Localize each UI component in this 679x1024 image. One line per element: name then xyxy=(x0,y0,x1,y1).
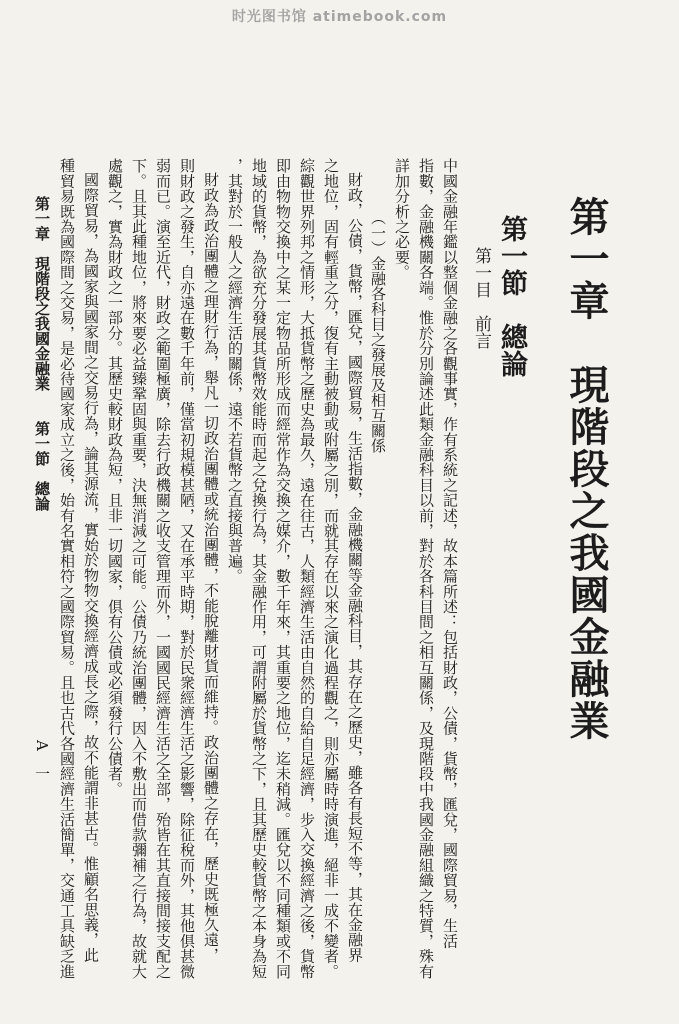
body-column: 下。且其此種地位，將來要必益臻鞏固與重要，決無消減之可能。公債乃統治團體，因入不敷出而借款彌補之行為，故就大 xyxy=(130,158,148,979)
body-column: 弱而已。演至近代，財政之範圍極廣，除去行政機關之收支管理而外，一國國民經濟生活之全部，殆皆在其直接間接支配之 xyxy=(154,158,172,979)
section-title: 第一節 總論 xyxy=(496,215,527,377)
watermark: 时光图书馆 atimebook.com xyxy=(231,9,448,25)
body-column: 地域的貨幣，為欲充分發展其貨幣效能時而起之兌換行為，其金融作用，可謂附屬於貨幣之下，且其歷史較貨幣之本身為短 xyxy=(250,158,268,979)
body-column: 財政為政治團體之理財行為，舉凡一切政治團體或統治團體，不能脫離財貨而維持。政治團體之存在，歷史既極久遠， xyxy=(202,172,220,963)
body-column: 詳加分析之必要。 xyxy=(393,158,411,280)
body-column: 財政，公債，貨幣，匯兌，國際貿易，生活指數，金融機關等金融科目，其存在之歷史，雖各有長短不等，其在金融界 xyxy=(346,172,364,963)
body-column: 處觀之，實為財政之一部分。其歷史較財政為短，且非一切國家，俱有公債或必須發行公債者。 xyxy=(106,158,124,797)
body-column: 即由物物交換中之某一定物品所形成而經常作為交換之媒介，數千年來，其重要之地位，迄未稍減。匯兌以不同種類或不同 xyxy=(274,158,292,979)
body-column: 中國金融年鑑以整個金融之各觀事實，作有系統之記述，故本篇所述：包括財政，公債，貨幣，匯兌，國際貿易，生活 xyxy=(441,158,459,949)
subheading: （一）金融各科目之發展及相互關係 xyxy=(369,210,387,454)
body-column: 指數，金融機關各端。惟於分別論述此類金融科目以前，對於各科目間之相互關係，及現階段中我國金融組織之特質，殊有 xyxy=(417,158,435,979)
body-column: 種貿易既為國際間之交易，是必待國家成立之後，始有名實相符之國際貿易。且也古代各國經濟生活簡單，交通工具缺乏進 xyxy=(58,158,76,979)
chapter-title: 第一章 現階段之我國金融業 xyxy=(563,196,610,742)
body-column: ，其對於一般人之經濟生活的關係，遠不若貨幣之直接與普遍。 xyxy=(226,158,244,584)
running-header: 第一章 現階段之我國金融業 第一節 總論 xyxy=(33,196,51,511)
page-number: A 一 xyxy=(33,740,51,781)
body-column: 綜觀世界列邦之情形，大抵貨幣之歷史為最久，遠在往古，人類經濟生活由自然的自給自足經濟，步入交換經濟之後，貨幣 xyxy=(298,158,316,979)
body-column: 國際貿易，為國家與國家間之交易行為，論其源流，實始於物物交換經濟成長之際，故不能謂非甚古。惟顧名思義，此 xyxy=(82,172,100,963)
subsection-title: 第一目 前言 xyxy=(471,247,491,349)
body-column: 則財政之發生，自亦遠在數千年前，僅當初規模甚陋，又在承平時期，對於民衆經濟生活之影響，除征稅而外，其他俱甚微 xyxy=(178,158,196,979)
body-column: 之地位，固有輕重之分，復有主動被動或附屬之別，而就其存在以來之演化過程觀之，則亦屬時時演進，絕非一成不變者。 xyxy=(322,158,340,979)
